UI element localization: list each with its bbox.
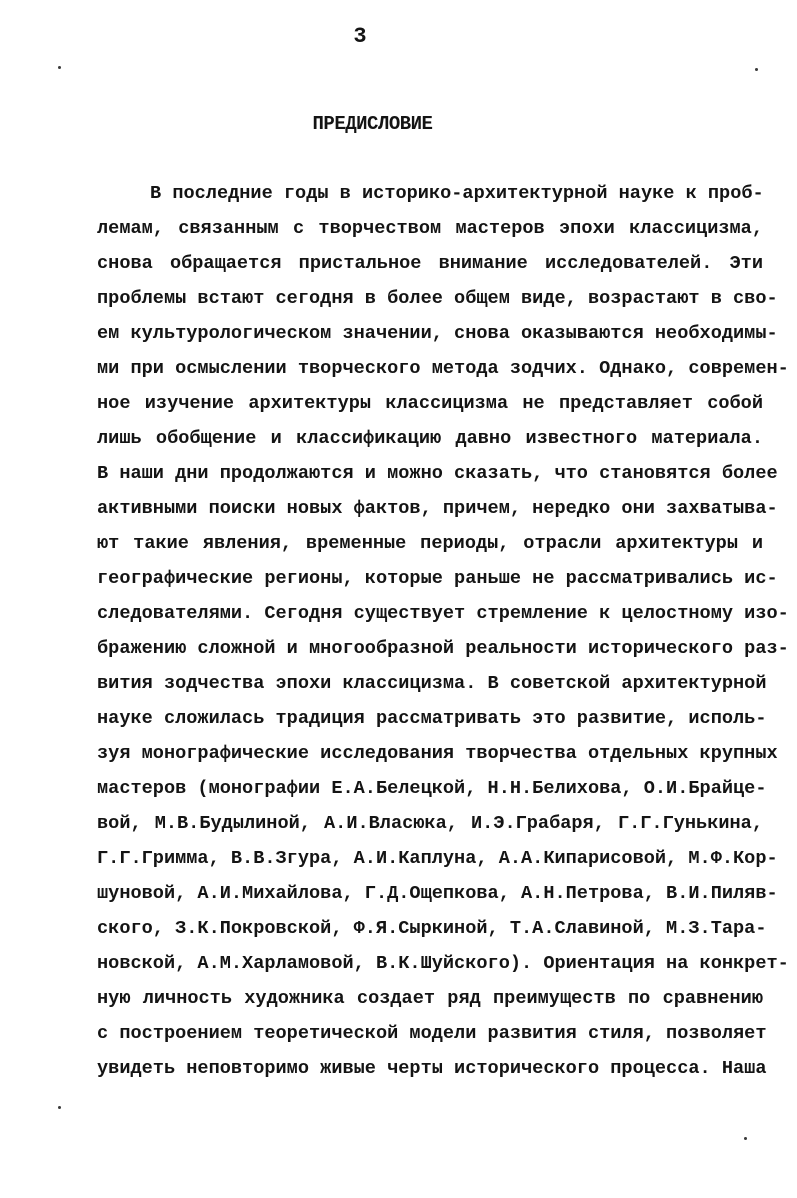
text-line: шуновой, А.И.Михайлова, Г.Д.Ощепкова, А.Н.Петрова, В.И.Пиляв- bbox=[97, 883, 778, 904]
text-line: с построением теоретической модели развития стиля, позволяет bbox=[97, 1023, 767, 1044]
text-line: географические регионы, которые раньше не рассматривались ис- bbox=[97, 568, 778, 589]
text-line: снова обращается пристальное внимание исследователей. Эти bbox=[97, 253, 763, 274]
text-line: В последние годы в историко-архитектурной науке к проб- bbox=[150, 183, 764, 204]
page-number: 3 bbox=[353, 24, 367, 49]
text-line: активными поиски новых фактов, причем, нередко они захватыва- bbox=[97, 498, 778, 519]
text-line: новской, А.М.Харламовой, В.К.Шуйского). Ориентация на конкрет- bbox=[97, 953, 789, 974]
text-line: проблемы встают сегодня в более общем виде, возрастают в сво- bbox=[97, 288, 778, 309]
text-line: вития зодчества эпохи классицизма. В советской архитектурной bbox=[97, 673, 767, 694]
text-line: мастеров (монографии Е.А.Белецкой, Н.Н.Белихова, О.И.Брайце- bbox=[97, 778, 767, 799]
text-line: бражению сложной и многообразной реальности исторического раз- bbox=[97, 638, 789, 659]
text-line: ми при осмыслении творческого метода зодчих. Однако, современ- bbox=[97, 358, 789, 379]
text-line: ную личность художника создает ряд преимуществ по сравнению bbox=[97, 988, 763, 1009]
scan-mark bbox=[744, 1137, 747, 1140]
text-line: зуя монографические исследования творчества отдельных крупных bbox=[97, 743, 778, 764]
section-heading: ПРЕДИСЛОВИЕ bbox=[312, 113, 433, 135]
text-line: ского, З.К.Покровской, Ф.Я.Сыркиной, Т.А.Славиной, М.З.Тара- bbox=[97, 918, 767, 939]
scan-mark bbox=[755, 68, 758, 71]
scan-mark bbox=[58, 66, 61, 69]
text-line: Г.Г.Гримма, В.В.Згура, А.И.Каплуна, А.А.Кипарисовой, М.Ф.Кор- bbox=[97, 848, 778, 869]
text-line: В наши дни продолжаются и можно сказать, что становятся более bbox=[97, 463, 778, 484]
text-line: ют такие явления, временные периоды, отрасли архитектуры и bbox=[97, 533, 763, 554]
text-line: лишь обобщение и классификацию давно известного материала. bbox=[97, 428, 763, 449]
text-line: науке сложилась традиция рассматривать это развитие, исполь- bbox=[97, 708, 767, 729]
text-line: увидеть неповторимо живые черты исторического процесса. Наша bbox=[97, 1058, 767, 1079]
scan-mark bbox=[58, 1106, 61, 1109]
text-line: лемам, связанным с творчеством мастеров эпохи классицизма, bbox=[97, 218, 763, 239]
text-line: вой, М.В.Будылиной, А.И.Власюка, И.Э.Грабаря, Г.Г.Гунькина, bbox=[97, 813, 763, 834]
text-line: следователями. Сегодня существует стремление к целостному изо- bbox=[97, 603, 789, 624]
text-line: ем культурологическом значении, снова оказываются необходимы- bbox=[97, 323, 778, 344]
text-line: ное изучение архитектуры классицизма не представляет собой bbox=[97, 393, 763, 414]
